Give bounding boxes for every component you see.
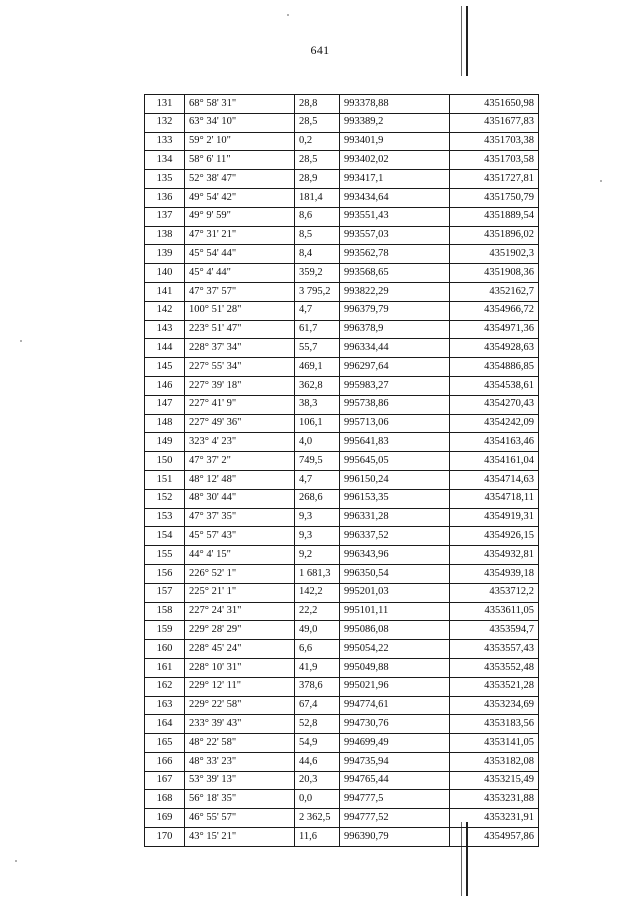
- x-coordinate-cell: 995021,96: [340, 677, 450, 696]
- angle-cell: 228° 37' 34": [185, 339, 295, 358]
- y-coordinate-cell: 4354928,63: [450, 339, 539, 358]
- x-coordinate-cell: 996337,52: [340, 527, 450, 546]
- angle-cell: 43° 15' 21": [185, 828, 295, 847]
- point-number-cell: 142: [145, 301, 185, 320]
- x-coordinate-cell: 995101,11: [340, 602, 450, 621]
- x-coordinate-cell: 993401,9: [340, 132, 450, 151]
- y-coordinate-cell: 4354270,43: [450, 395, 539, 414]
- point-number-cell: 147: [145, 395, 185, 414]
- point-number-cell: 164: [145, 715, 185, 734]
- point-number-cell: 156: [145, 564, 185, 583]
- angle-cell: 45° 4' 44": [185, 264, 295, 283]
- point-number-cell: 138: [145, 226, 185, 245]
- angle-cell: 229° 22' 58": [185, 696, 295, 715]
- x-coordinate-cell: 996153,35: [340, 489, 450, 508]
- distance-cell: 142,2: [295, 583, 340, 602]
- distance-cell: 52,8: [295, 715, 340, 734]
- y-coordinate-cell: 4353215,49: [450, 771, 539, 790]
- y-coordinate-cell: 4353521,28: [450, 677, 539, 696]
- table-row: [145, 640, 539, 659]
- distance-cell: 749,5: [295, 452, 340, 471]
- distance-cell: 22,2: [295, 602, 340, 621]
- table-row: [145, 395, 539, 414]
- distance-cell: 9,2: [295, 546, 340, 565]
- angle-cell: 100° 51' 28": [185, 301, 295, 320]
- point-number-cell: 158: [145, 602, 185, 621]
- table-row: [145, 790, 539, 809]
- table-row: [145, 715, 539, 734]
- x-coordinate-cell: 993551,43: [340, 207, 450, 226]
- table-row: [145, 414, 539, 433]
- table-row: [145, 264, 539, 283]
- distance-cell: 4,7: [295, 470, 340, 489]
- x-coordinate-cell: 996343,96: [340, 546, 450, 565]
- x-coordinate-cell: 996331,28: [340, 508, 450, 527]
- distance-cell: 54,9: [295, 734, 340, 753]
- point-number-cell: 166: [145, 752, 185, 771]
- angle-cell: 49° 54' 42": [185, 188, 295, 207]
- distance-cell: 8,6: [295, 207, 340, 226]
- distance-cell: 67,4: [295, 696, 340, 715]
- point-number-cell: 160: [145, 640, 185, 659]
- y-coordinate-cell: 4351727,81: [450, 170, 539, 189]
- point-number-cell: 152: [145, 489, 185, 508]
- x-coordinate-cell: 994777,5: [340, 790, 450, 809]
- table-row: [145, 696, 539, 715]
- y-coordinate-cell: 4353141,05: [450, 734, 539, 753]
- point-number-cell: 149: [145, 433, 185, 452]
- table-row: [145, 452, 539, 471]
- y-coordinate-cell: 4351889,54: [450, 207, 539, 226]
- table-row: [145, 301, 539, 320]
- table-row: [145, 828, 539, 847]
- distance-cell: 6,6: [295, 640, 340, 659]
- angle-cell: 227° 55' 34": [185, 358, 295, 377]
- table-row: [145, 602, 539, 621]
- table-row: [145, 245, 539, 264]
- point-number-cell: 153: [145, 508, 185, 527]
- distance-cell: 4,0: [295, 433, 340, 452]
- x-coordinate-cell: 994735,94: [340, 752, 450, 771]
- distance-cell: 49,0: [295, 621, 340, 640]
- distance-cell: 20,3: [295, 771, 340, 790]
- angle-cell: 233° 39' 43": [185, 715, 295, 734]
- table-row: [145, 132, 539, 151]
- point-number-cell: 168: [145, 790, 185, 809]
- angle-cell: 48° 12' 48": [185, 470, 295, 489]
- angle-cell: 227° 41' 9": [185, 395, 295, 414]
- angle-cell: 47° 31' 21": [185, 226, 295, 245]
- x-coordinate-cell: 995086,08: [340, 621, 450, 640]
- x-coordinate-cell: 995641,83: [340, 433, 450, 452]
- table-row: [145, 470, 539, 489]
- y-coordinate-cell: 4353712,2: [450, 583, 539, 602]
- angle-cell: 63° 34' 10": [185, 113, 295, 132]
- coordinates-table: [144, 94, 539, 847]
- angle-cell: 47° 37' 2": [185, 452, 295, 471]
- point-number-cell: 154: [145, 527, 185, 546]
- distance-cell: 0,2: [295, 132, 340, 151]
- y-coordinate-cell: 4354926,15: [450, 527, 539, 546]
- y-coordinate-cell: 4353231,91: [450, 809, 539, 828]
- margin-rule-top-thin: [461, 6, 462, 76]
- distance-cell: 4,7: [295, 301, 340, 320]
- angle-cell: 53° 39' 13": [185, 771, 295, 790]
- table-row: [145, 564, 539, 583]
- distance-cell: 106,1: [295, 414, 340, 433]
- angle-cell: 228° 10' 31": [185, 658, 295, 677]
- scan-speck: [287, 14, 289, 16]
- table-row: [145, 226, 539, 245]
- table-row: [145, 433, 539, 452]
- y-coordinate-cell: 4351677,83: [450, 113, 539, 132]
- y-coordinate-cell: 4353557,43: [450, 640, 539, 659]
- angle-cell: 44° 4' 15": [185, 546, 295, 565]
- distance-cell: 28,5: [295, 113, 340, 132]
- table-row: [145, 282, 539, 301]
- distance-cell: 61,7: [295, 320, 340, 339]
- angle-cell: 59° 2' 10": [185, 132, 295, 151]
- x-coordinate-cell: 996150,24: [340, 470, 450, 489]
- y-coordinate-cell: 4353594,7: [450, 621, 539, 640]
- table-row: [145, 358, 539, 377]
- x-coordinate-cell: 996350,54: [340, 564, 450, 583]
- point-number-cell: 136: [145, 188, 185, 207]
- y-coordinate-cell: 4352162,7: [450, 282, 539, 301]
- y-coordinate-cell: 4351902,3: [450, 245, 539, 264]
- table-row: [145, 170, 539, 189]
- x-coordinate-cell: 995201,03: [340, 583, 450, 602]
- point-number-cell: 140: [145, 264, 185, 283]
- page-number: 641: [310, 43, 330, 57]
- angle-cell: 229° 12' 11": [185, 677, 295, 696]
- x-coordinate-cell: 996297,64: [340, 358, 450, 377]
- x-coordinate-cell: 995983,27: [340, 376, 450, 395]
- table-row: [145, 188, 539, 207]
- table-row: [145, 658, 539, 677]
- point-number-cell: 131: [145, 95, 185, 114]
- angle-cell: 227° 39' 18": [185, 376, 295, 395]
- angle-cell: 49° 9' 59": [185, 207, 295, 226]
- x-coordinate-cell: 995049,88: [340, 658, 450, 677]
- distance-cell: 9,3: [295, 527, 340, 546]
- scan-speck: [15, 860, 17, 862]
- distance-cell: 44,6: [295, 752, 340, 771]
- x-coordinate-cell: 993389,2: [340, 113, 450, 132]
- y-coordinate-cell: 4351908,36: [450, 264, 539, 283]
- angle-cell: 229° 28' 29": [185, 621, 295, 640]
- point-number-cell: 139: [145, 245, 185, 264]
- y-coordinate-cell: 4353231,88: [450, 790, 539, 809]
- x-coordinate-cell: 994774,61: [340, 696, 450, 715]
- x-coordinate-cell: 996334,44: [340, 339, 450, 358]
- y-coordinate-cell: 4351703,38: [450, 132, 539, 151]
- point-number-cell: 134: [145, 151, 185, 170]
- distance-cell: 1 681,3: [295, 564, 340, 583]
- table-row: [145, 809, 539, 828]
- table-row: [145, 151, 539, 170]
- point-number-cell: 148: [145, 414, 185, 433]
- x-coordinate-cell: 993378,88: [340, 95, 450, 114]
- distance-cell: 11,6: [295, 828, 340, 847]
- point-number-cell: 155: [145, 546, 185, 565]
- point-number-cell: 161: [145, 658, 185, 677]
- x-coordinate-cell: 994730,76: [340, 715, 450, 734]
- angle-cell: 47° 37' 57": [185, 282, 295, 301]
- x-coordinate-cell: 993402,02: [340, 151, 450, 170]
- table-row: [145, 621, 539, 640]
- x-coordinate-cell: 995738,86: [340, 395, 450, 414]
- point-number-cell: 163: [145, 696, 185, 715]
- x-coordinate-cell: 994699,49: [340, 734, 450, 753]
- y-coordinate-cell: 4354161,04: [450, 452, 539, 471]
- x-coordinate-cell: 995713,06: [340, 414, 450, 433]
- distance-cell: 181,4: [295, 188, 340, 207]
- angle-cell: 227° 49' 36": [185, 414, 295, 433]
- x-coordinate-cell: 993557,03: [340, 226, 450, 245]
- point-number-cell: 162: [145, 677, 185, 696]
- distance-cell: 28,9: [295, 170, 340, 189]
- coordinates-table-body: [145, 95, 539, 847]
- x-coordinate-cell: 993434,64: [340, 188, 450, 207]
- x-coordinate-cell: 994765,44: [340, 771, 450, 790]
- point-number-cell: 157: [145, 583, 185, 602]
- angle-cell: 228° 45' 24": [185, 640, 295, 659]
- angle-cell: 48° 30' 44": [185, 489, 295, 508]
- table-row: [145, 546, 539, 565]
- y-coordinate-cell: 4354957,86: [450, 828, 539, 847]
- y-coordinate-cell: 4354966,72: [450, 301, 539, 320]
- y-coordinate-cell: 4354163,46: [450, 433, 539, 452]
- angle-cell: 227° 24' 31": [185, 602, 295, 621]
- point-number-cell: 141: [145, 282, 185, 301]
- table-row: [145, 95, 539, 114]
- angle-cell: 56° 18' 35": [185, 790, 295, 809]
- table-row: [145, 376, 539, 395]
- point-number-cell: 159: [145, 621, 185, 640]
- distance-cell: 469,1: [295, 358, 340, 377]
- x-coordinate-cell: 996378,9: [340, 320, 450, 339]
- angle-cell: 68° 58' 31": [185, 95, 295, 114]
- angle-cell: 52° 38' 47": [185, 170, 295, 189]
- y-coordinate-cell: 4354714,63: [450, 470, 539, 489]
- x-coordinate-cell: 996390,79: [340, 828, 450, 847]
- point-number-cell: 137: [145, 207, 185, 226]
- distance-cell: 8,5: [295, 226, 340, 245]
- x-coordinate-cell: 995054,22: [340, 640, 450, 659]
- point-number-cell: 146: [145, 376, 185, 395]
- point-number-cell: 133: [145, 132, 185, 151]
- x-coordinate-cell: 993417,1: [340, 170, 450, 189]
- point-number-cell: 145: [145, 358, 185, 377]
- distance-cell: 2 362,5: [295, 809, 340, 828]
- angle-cell: 58° 6' 11": [185, 151, 295, 170]
- distance-cell: 41,9: [295, 658, 340, 677]
- angle-cell: 46° 55' 57": [185, 809, 295, 828]
- x-coordinate-cell: 995645,05: [340, 452, 450, 471]
- x-coordinate-cell: 993568,65: [340, 264, 450, 283]
- distance-cell: 55,7: [295, 339, 340, 358]
- angle-cell: 223° 51' 47": [185, 320, 295, 339]
- distance-cell: 8,4: [295, 245, 340, 264]
- angle-cell: 47° 37' 35": [185, 508, 295, 527]
- distance-cell: 0,0: [295, 790, 340, 809]
- margin-rule-top: [466, 6, 468, 76]
- distance-cell: 378,6: [295, 677, 340, 696]
- table-row: [145, 508, 539, 527]
- angle-cell: 225° 21' 1": [185, 583, 295, 602]
- table-row: [145, 771, 539, 790]
- table-row: [145, 677, 539, 696]
- x-coordinate-cell: 993822,29: [340, 282, 450, 301]
- distance-cell: 268,6: [295, 489, 340, 508]
- y-coordinate-cell: 4351750,79: [450, 188, 539, 207]
- y-coordinate-cell: 4351650,98: [450, 95, 539, 114]
- y-coordinate-cell: 4353182,08: [450, 752, 539, 771]
- distance-cell: 28,8: [295, 95, 340, 114]
- y-coordinate-cell: 4354939,18: [450, 564, 539, 583]
- point-number-cell: 165: [145, 734, 185, 753]
- y-coordinate-cell: 4354886,85: [450, 358, 539, 377]
- y-coordinate-cell: 4354538,61: [450, 376, 539, 395]
- point-number-cell: 167: [145, 771, 185, 790]
- angle-cell: 48° 22' 58": [185, 734, 295, 753]
- x-coordinate-cell: 994777,52: [340, 809, 450, 828]
- table-row: [145, 583, 539, 602]
- y-coordinate-cell: 4353611,05: [450, 602, 539, 621]
- distance-cell: 362,8: [295, 376, 340, 395]
- table-row: [145, 339, 539, 358]
- distance-cell: 359,2: [295, 264, 340, 283]
- x-coordinate-cell: 993562,78: [340, 245, 450, 264]
- y-coordinate-cell: 4354971,36: [450, 320, 539, 339]
- angle-cell: 45° 54' 44": [185, 245, 295, 264]
- point-number-cell: 169: [145, 809, 185, 828]
- y-coordinate-cell: 4354919,31: [450, 508, 539, 527]
- table-row: [145, 113, 539, 132]
- table-row: [145, 207, 539, 226]
- table-row: [145, 320, 539, 339]
- y-coordinate-cell: 4351703,58: [450, 151, 539, 170]
- y-coordinate-cell: 4351896,02: [450, 226, 539, 245]
- point-number-cell: 151: [145, 470, 185, 489]
- table-row: [145, 752, 539, 771]
- point-number-cell: 132: [145, 113, 185, 132]
- scan-speck: [20, 340, 22, 342]
- distance-cell: 9,3: [295, 508, 340, 527]
- point-number-cell: 150: [145, 452, 185, 471]
- y-coordinate-cell: 4354932,81: [450, 546, 539, 565]
- point-number-cell: 143: [145, 320, 185, 339]
- point-number-cell: 170: [145, 828, 185, 847]
- y-coordinate-cell: 4353234,69: [450, 696, 539, 715]
- y-coordinate-cell: 4353552,48: [450, 658, 539, 677]
- angle-cell: 45° 57' 43": [185, 527, 295, 546]
- table-row: [145, 734, 539, 753]
- y-coordinate-cell: 4354718,11: [450, 489, 539, 508]
- angle-cell: 226° 52' 1": [185, 564, 295, 583]
- angle-cell: 323° 4' 23": [185, 433, 295, 452]
- distance-cell: 28,5: [295, 151, 340, 170]
- distance-cell: 3 795,2: [295, 282, 340, 301]
- distance-cell: 38,3: [295, 395, 340, 414]
- angle-cell: 48° 33' 23": [185, 752, 295, 771]
- table-row: [145, 527, 539, 546]
- scan-speck: [600, 180, 602, 182]
- table-row: [145, 489, 539, 508]
- y-coordinate-cell: 4353183,56: [450, 715, 539, 734]
- point-number-cell: 135: [145, 170, 185, 189]
- y-coordinate-cell: 4354242,09: [450, 414, 539, 433]
- point-number-cell: 144: [145, 339, 185, 358]
- x-coordinate-cell: 996379,79: [340, 301, 450, 320]
